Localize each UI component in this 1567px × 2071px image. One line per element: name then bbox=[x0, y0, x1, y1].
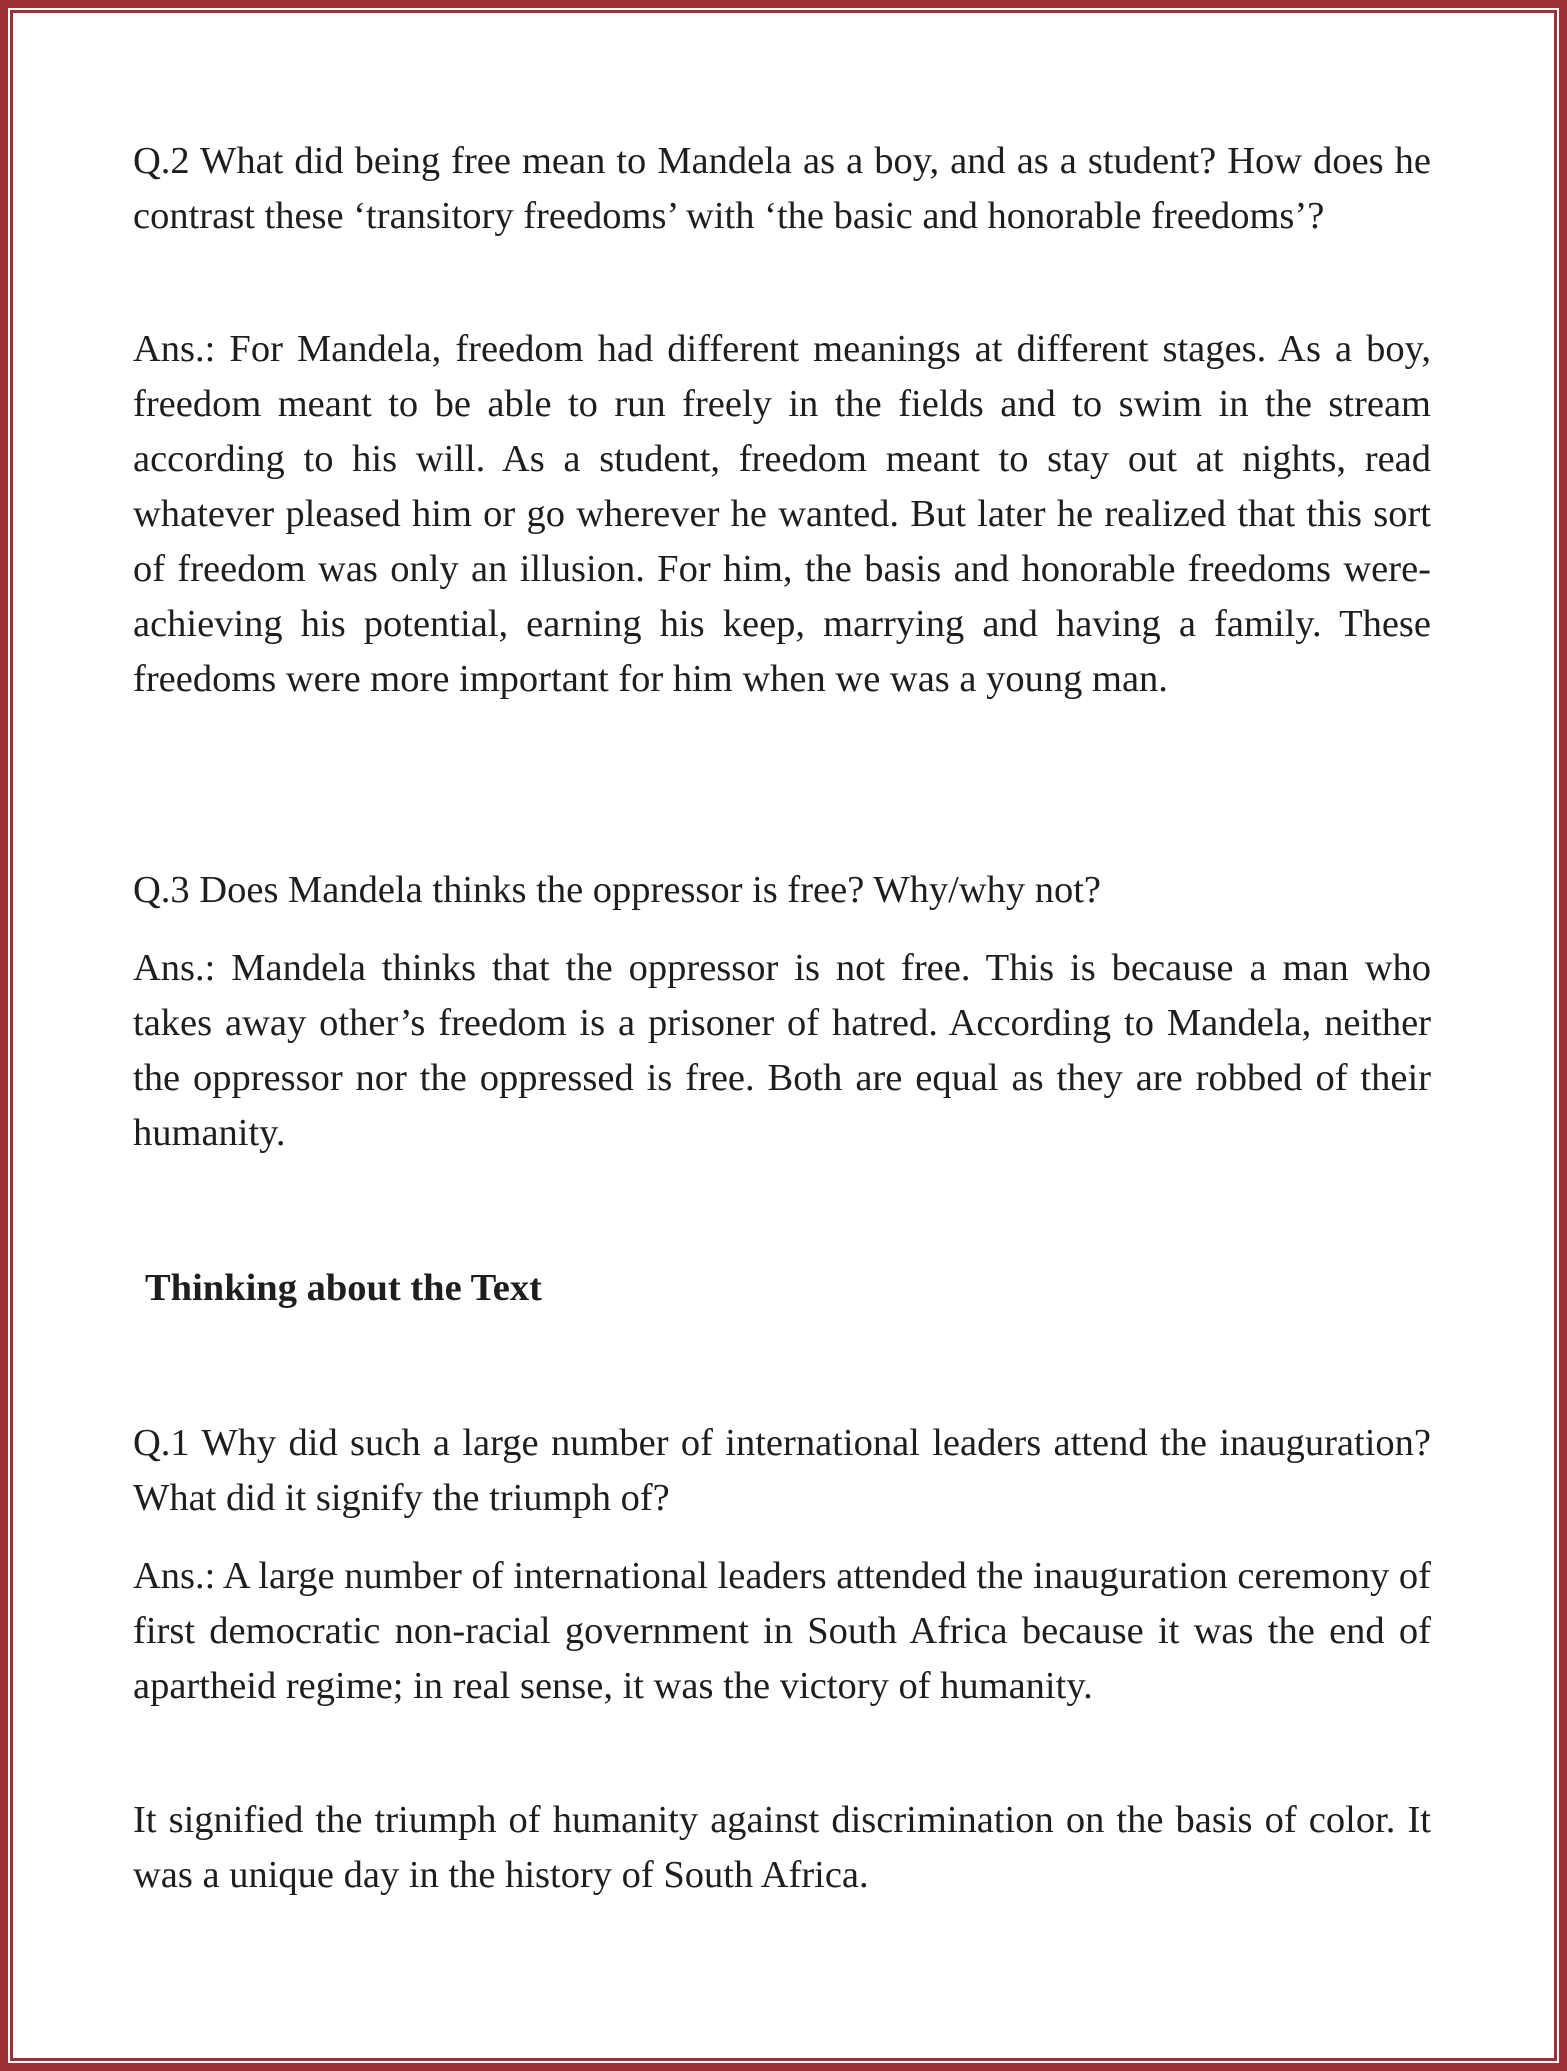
answer-3: Ans.: Mandela thinks that the oppressor is not free. This is because a man who takes away other’s freedom is a prisoner of hatred. According to Mandela, neither the oppressor nor the oppressed is free. Both are equal as they are robbed of their humanity. bbox=[133, 947, 1431, 1154]
section-heading: Thinking about the Text bbox=[145, 1267, 542, 1309]
answer-1-paragraph-2: It signified the triumph of humanity against discrimination on the basis of color. It was a unique day in the history of South Africa. bbox=[133, 1799, 1431, 1896]
answer-1: Ans.: A large number of international leaders attended the inauguration ceremony of first democratic non-racial government in South Africa because it was the end of apartheid regime; in real sense, it was the victory of humanity. bbox=[133, 1555, 1431, 1707]
question-1: Q.1 Why did such a large number of international leaders attend the inauguration? What did it signify the triumph of? bbox=[133, 1422, 1431, 1519]
question-2: Q.2 What did being free mean to Mandela as a boy, and as a student? How does he contrast these ‘transitory freedoms’ with ‘the basic and honorable freedoms’? bbox=[133, 140, 1431, 237]
answer-2: Ans.: For Mandela, freedom had different meanings at different stages. As a boy, freedom meant to be able to run freely in the fields and to swim in the stream according to his will. As a student, freedom meant to stay out at nights, read whatever pleased him or go wherever he wanted. But later he realized that this sort of freedom was only an illusion. For him, the basis and honorable freedoms were-achieving his potential, earning his keep, marrying and having a family. These freedoms were more important for him when we was a young man. bbox=[133, 328, 1431, 700]
question-3: Q.3 Does Mandela thinks the oppressor is free? Why/why not? bbox=[133, 869, 1101, 911]
